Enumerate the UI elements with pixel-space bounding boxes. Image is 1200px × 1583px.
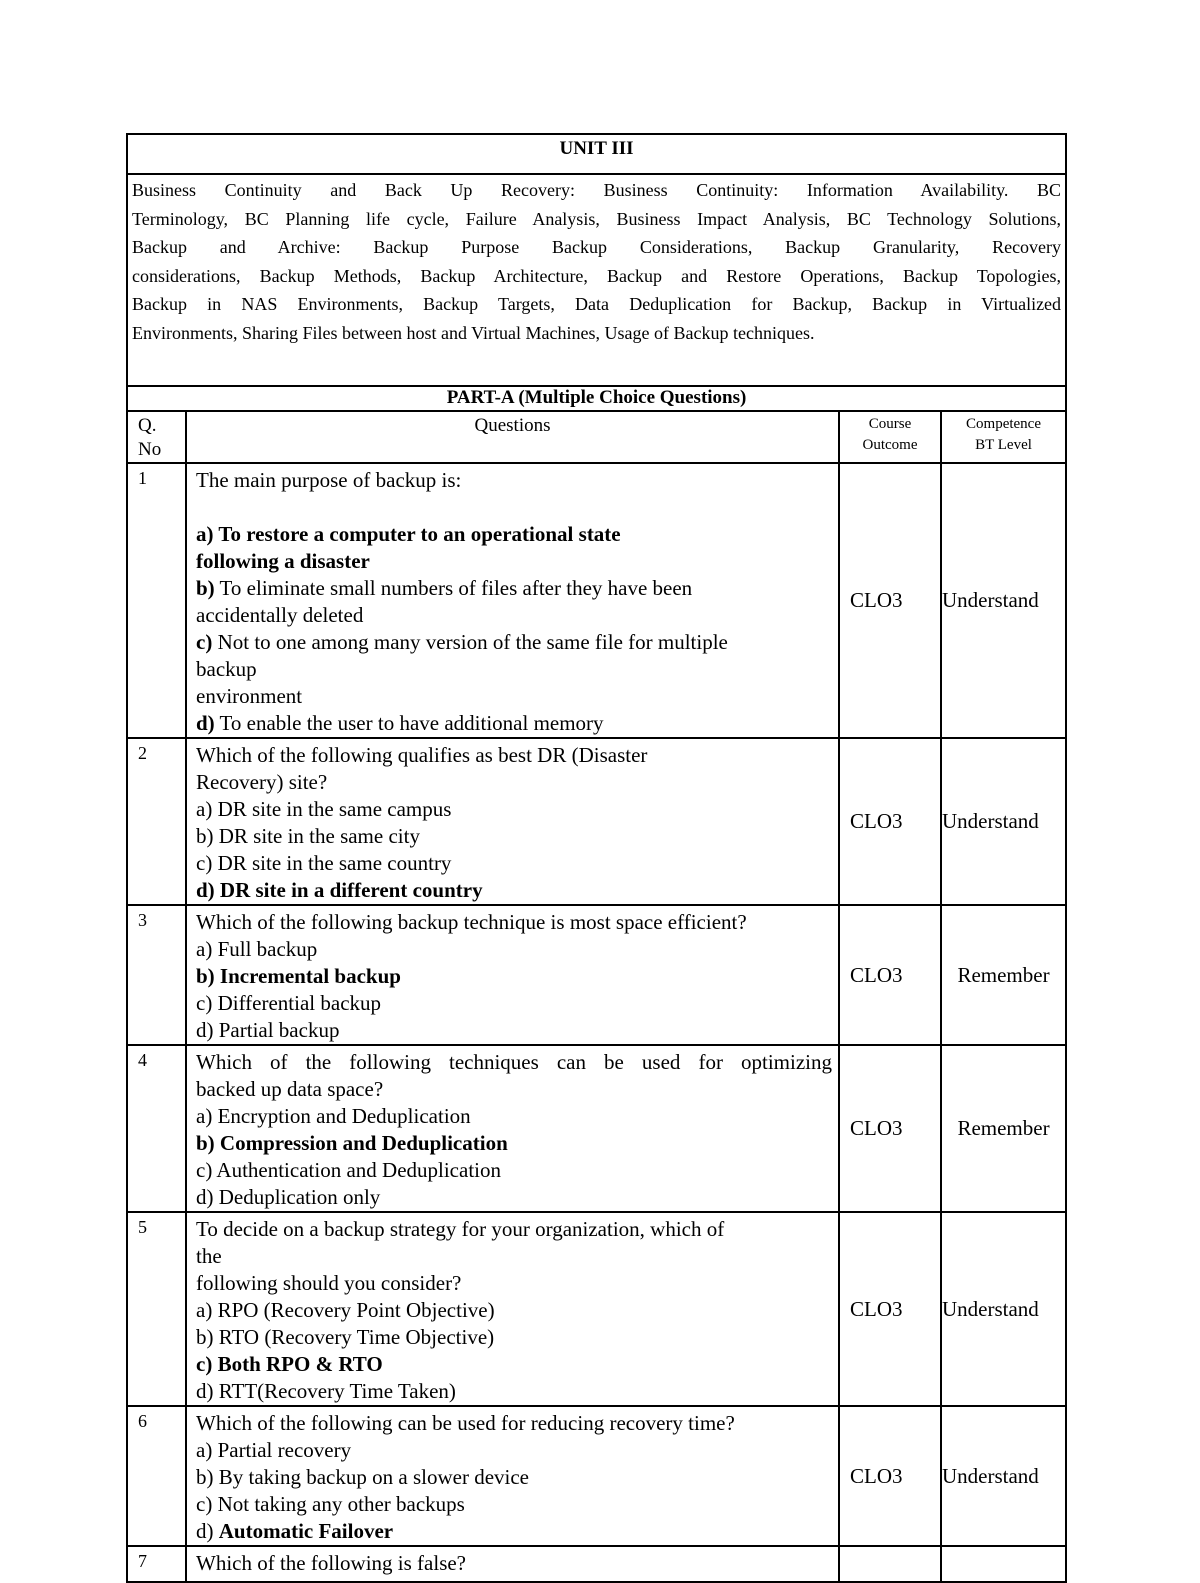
bt-level — [941, 1546, 1066, 1582]
option-d: d) DR site in a different country — [196, 878, 483, 902]
course-outcome: CLO3 — [839, 738, 941, 905]
question-line: Which of the following techniques can be used for optimizing — [196, 1050, 832, 1074]
option-c: Not to one among many version of the same file for multiple — [212, 630, 728, 654]
question-line: Recovery) site? — [196, 770, 328, 794]
question-text — [186, 1045, 839, 1212]
question-line: Which of the following qualifies as best DR (Disaster — [196, 743, 648, 767]
table-row — [127, 1546, 1066, 1582]
course-outcome: CLO3 — [839, 463, 941, 738]
table-row — [127, 1406, 1066, 1546]
header-bt-level — [941, 411, 1066, 463]
bt-level: Understand — [941, 1406, 1066, 1546]
unit-title: UNIT III — [127, 134, 1066, 174]
course-outcome: CLO3 — [839, 1045, 941, 1212]
header-qno — [127, 411, 186, 463]
option-b: b) By taking backup on a slower device — [196, 1465, 529, 1489]
option-b: accidentally deleted — [196, 603, 364, 627]
course-outcome: CLO3 — [839, 905, 941, 1045]
question-text — [186, 1546, 839, 1582]
question-number: 5 — [127, 1212, 186, 1406]
option-d-prefix: d) — [196, 711, 215, 735]
question-text — [186, 1212, 839, 1406]
table-row — [127, 1212, 1066, 1406]
question-bank-table — [126, 133, 1067, 1583]
option-c: environment — [196, 684, 303, 708]
header-co-line: Course — [868, 416, 912, 432]
header-qno-line: No — [138, 439, 162, 460]
option-c: c) Differential backup — [196, 991, 382, 1015]
option-c: c) Authentication and Deduplication — [196, 1158, 501, 1182]
option-c: c) Not taking any other backups — [196, 1492, 465, 1516]
table-row — [127, 905, 1066, 1045]
syllabus-line: Business Continuity and Back Up Recovery: Business Continuity: Information Availability. BC — [132, 180, 1062, 200]
question-line: To decide on a backup strategy for your organization, which of — [196, 1217, 725, 1241]
course-outcome — [839, 1546, 941, 1582]
option-b: To eliminate small numbers of files after they have been — [214, 576, 693, 600]
option-c-prefix: c) — [196, 630, 213, 654]
bt-level: Remember — [941, 1045, 1066, 1212]
question-line: Which of the following backup technique is most space efficient? — [196, 910, 747, 934]
option-b: b) DR site in the same city — [196, 824, 420, 848]
option-d: Automatic Failover — [218, 1519, 394, 1543]
table-row — [127, 1045, 1066, 1212]
question-line: Which of the following is false? — [196, 1551, 467, 1575]
syllabus-text — [127, 174, 1066, 386]
question-number: 4 — [127, 1045, 186, 1212]
option-c: backup — [196, 657, 257, 681]
table-row — [127, 463, 1066, 738]
header-questions: Questions — [186, 411, 839, 463]
syllabus-line: Backup in NAS Environments, Backup Targets, Data Deduplication for Backup, Backup in Virtualized — [132, 294, 1062, 314]
option-a: a) Full backup — [196, 937, 318, 961]
question-line: Which of the following can be used for reducing recovery time? — [196, 1411, 735, 1435]
syllabus-line: considerations, Backup Methods, Backup Architecture, Backup and Restore Operations, Backup Topologies, — [132, 265, 1062, 286]
bt-level: Understand — [941, 463, 1066, 738]
bt-level: Remember — [941, 905, 1066, 1045]
header-bt-line: Competence — [966, 416, 1042, 432]
option-b: b) RTO (Recovery Time Objective) — [196, 1325, 495, 1349]
option-a: a) RPO (Recovery Point Objective) — [196, 1298, 495, 1322]
header-bt-line: BT Level — [975, 437, 1032, 453]
option-a: following a disaster — [196, 549, 370, 573]
question-number: 3 — [127, 905, 186, 1045]
bt-level: Understand — [941, 738, 1066, 905]
syllabus-line: Terminology, BC Planning life cycle, Failure Analysis, Business Impact Analysis, BC Technology Solutions, — [132, 208, 1062, 229]
course-outcome: CLO3 — [839, 1406, 941, 1546]
option-c: c) Both RPO & RTO — [196, 1352, 383, 1376]
option-b: b) Incremental backup — [196, 964, 401, 988]
question-number: 1 — [127, 463, 186, 738]
part-a-title: PART-A (Multiple Choice Questions) — [127, 386, 1066, 411]
question-text — [186, 463, 839, 738]
question-line: the — [196, 1244, 222, 1268]
question-text — [186, 738, 839, 905]
spacer — [196, 494, 832, 521]
option-a: a) To restore a computer to an operational state — [196, 522, 621, 546]
option-a: a) Encryption and Deduplication — [196, 1104, 471, 1128]
header-qno-line: Q. — [138, 415, 157, 436]
syllabus-line: Backup and Archive: Backup Purpose Backup Considerations, Backup Granularity, Recovery — [132, 237, 1062, 257]
option-c: c) DR site in the same country — [196, 851, 452, 875]
option-b: b) Compression and Deduplication — [196, 1131, 508, 1155]
bt-level: Understand — [941, 1212, 1066, 1406]
table-row — [127, 738, 1066, 905]
question-line: following should you consider? — [196, 1271, 462, 1295]
option-d: To enable the user to have additional memory — [214, 711, 604, 735]
question-text — [186, 1406, 839, 1546]
option-d: d) RTT(Recovery Time Taken) — [196, 1379, 456, 1403]
question-number: 7 — [127, 1546, 186, 1582]
question-line: backed up data space? — [196, 1077, 384, 1101]
option-d-prefix: d) — [196, 1519, 219, 1543]
header-co-line: Outcome — [862, 437, 918, 453]
syllabus-line: Environments, Sharing Files between host and Virtual Machines, Usage of Backup techniques. — [132, 322, 815, 343]
question-line: The main purpose of backup is: — [196, 468, 462, 492]
option-b-prefix: b) — [196, 576, 215, 600]
option-d: d) Partial backup — [196, 1018, 340, 1042]
question-number: 6 — [127, 1406, 186, 1546]
question-text — [186, 905, 839, 1045]
question-number: 2 — [127, 738, 186, 905]
option-d: d) Deduplication only — [196, 1185, 381, 1209]
course-outcome: CLO3 — [839, 1212, 941, 1406]
option-a: a) DR site in the same campus — [196, 797, 452, 821]
header-course-outcome — [839, 411, 941, 463]
option-a: a) Partial recovery — [196, 1438, 352, 1462]
